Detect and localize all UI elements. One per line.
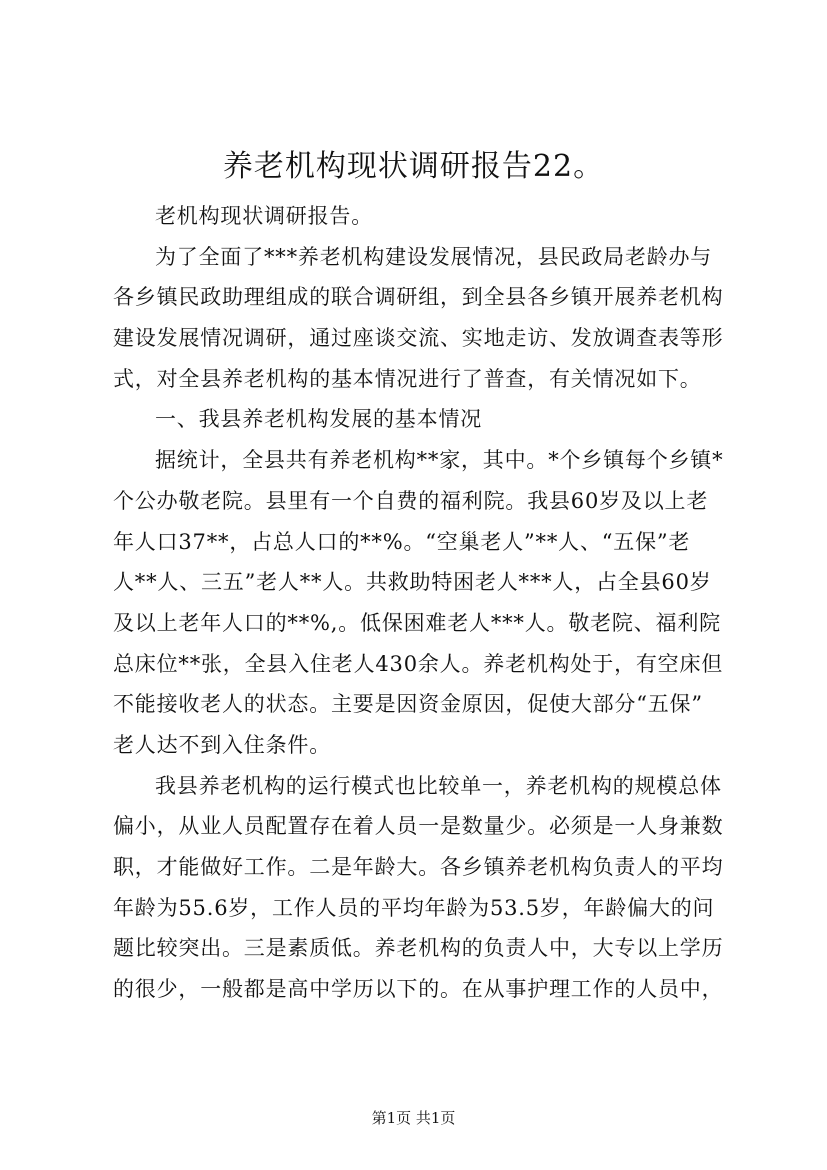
paragraph-line: 题比较突出。三是素质低。养老机构的负责人中，大专以上学历 [113,936,724,961]
document-title: 养老机构现状调研报告22。 [222,149,605,184]
paragraph-line: 各乡镇民政助理组成的联合调研组，到全县各乡镇开展养老机构 [113,285,724,310]
paragraph-line: 建设发展情况调研，通过座谈交流、实地走访、发放调查表等形 [113,326,724,351]
paragraph-line: 老人达不到入住条件。 [113,732,331,757]
paragraph-line: 及以上老年人口的**%,。低保困难老人***人。敬老院、福利院 [113,610,721,635]
paragraph-line: 我县养老机构的运行模式也比较单一，养老机构的规模总体 [155,773,722,798]
paragraph-line: 的很少，一般都是高中学历以下的。在从事护理工作的人员中， [113,977,724,1002]
paragraph-line: 为了全面了***养老机构建设发展情况，县民政局老龄办与 [155,244,713,269]
paragraph-line: 职，才能做好工作。二是年龄大。各乡镇养老机构负责人的平均 [113,855,724,879]
paragraph-line: 偏小，从业人员配置存在着人员一是数量少。必须是一人身兼数 [113,814,724,839]
paragraph-line: 式，对全县养老机构的基本情况进行了普查，有关情况如下。 [113,366,702,391]
section-heading: 一、我县养老机构发展的基本情况 [155,407,482,432]
paragraph-line: 不能接收老人的状态。主要是因资金原因，促使大部分“五保” [113,692,703,717]
document-body [113,196,723,1010]
paragraph-line: 年人口37**，占总人口的**%。“空巢老人”**人、“五保”老 [113,529,691,554]
page-footer: 第1页 共1页 [371,1109,456,1127]
paragraph-line: 总床位**张，全县入住老人430余人。养老机构处于，有空床但 [113,651,724,676]
paragraph-line: 老机构现状调研报告。 [155,204,373,228]
paragraph-line: 人**人、三五”老人**人。共救助特困老人***人，占全县60岁 [113,570,712,595]
paragraph-line: 据统计，全县共有养老机构**家，其中。*个乡镇每个乡镇* [155,448,724,473]
paragraph-line: 年龄为55.6岁，工作人员的平均年龄为53.5岁，年龄偏大的问 [113,895,715,920]
paragraph-line: 个公办敬老院。县里有一个自费的福利院。我县60岁及以上老 [113,488,709,513]
